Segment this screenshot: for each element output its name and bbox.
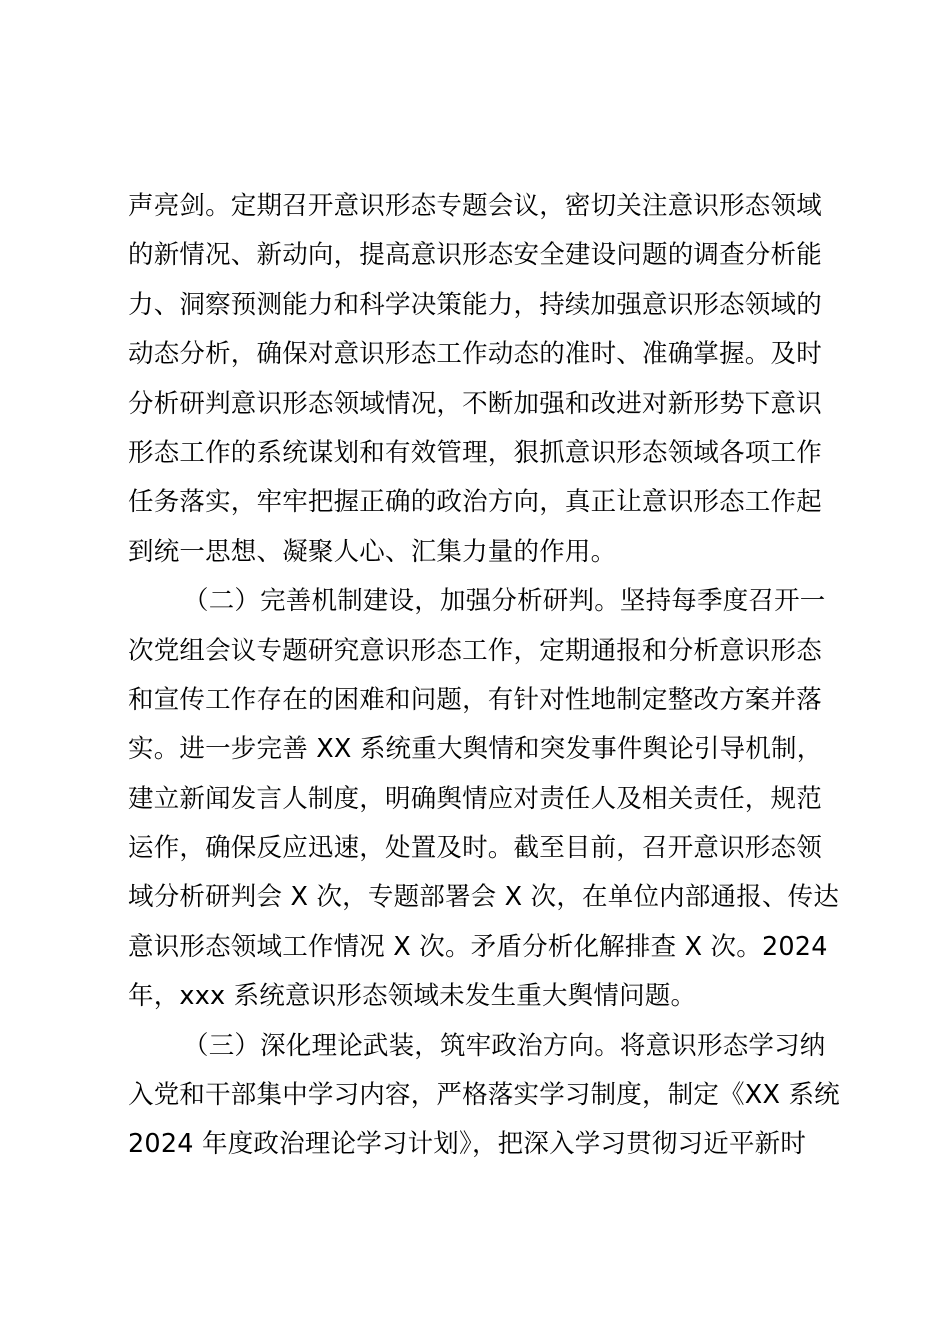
text-line: 任务落实，牢牢把握正确的政治方向，真正让意识形态工作起 — [128, 487, 822, 518]
text-line: 运作，确保反应迅速，处置及时。截至目前，召开意识形态领 — [128, 833, 822, 864]
text-line: 分析研判意识形态领域情况，不断加强和改进对新形势下意识 — [128, 388, 822, 419]
section-heading-line: （二）完善机制建设，加强分析研判。坚持每季度召开一 — [183, 586, 826, 617]
text-line: 形态工作的系统谋划和有效管理，狠抓意识形态领域各项工作 — [128, 437, 822, 468]
text-line: 年，xxx 系统意识形态领域未发生重大舆情问题。 — [128, 981, 697, 1012]
section-heading-line: （三）深化理论武装，筑牢政治方向。将意识形态学习纳 — [183, 1030, 826, 1061]
text-line: 动态分析，确保对意识形态工作动态的准时、准确掌握。及时 — [128, 339, 822, 370]
text-line: 意识形态领域工作情况 X 次。矛盾分析化解排查 X 次。2024 — [128, 931, 828, 962]
text-line: 建立新闻发言人制度，明确舆情应对责任人及相关责任，规范 — [128, 783, 822, 814]
text-line: 声亮剑。定期召开意识形态专题会议，密切关注意识形态领域 — [128, 191, 822, 221]
text-line: 到统一思想、凝聚人心、汇集力量的作用。 — [128, 536, 617, 567]
document-body-text — [128, 182, 840, 1170]
text-line: 实。进一步完善 XX 系统重大舆情和突发事件舆论引导机制， — [128, 734, 823, 765]
text-line: 域分析研判会 X 次，专题部署会 X 次，在单位内部通报、传达 — [128, 882, 840, 913]
text-line: 力、洞察预测能力和科学决策能力，持续加强意识形态领域的 — [128, 289, 822, 320]
text-line: 入党和干部集中学习内容，严格落实学习制度，制定《XX 系统 — [128, 1080, 840, 1111]
text-line: 和宣传工作存在的困难和问题，有针对性地制定整改方案并落 — [128, 684, 822, 715]
text-line: 次党组会议专题研究意识形态工作，定期通报和分析意识形态 — [128, 635, 822, 666]
text-line: 的新情况、新动向，提高意识形态安全建设问题的调查分析能 — [128, 240, 822, 271]
text-line: 2024 年度政治理论学习计划》，把深入学习贯彻习近平新时 — [128, 1129, 807, 1160]
